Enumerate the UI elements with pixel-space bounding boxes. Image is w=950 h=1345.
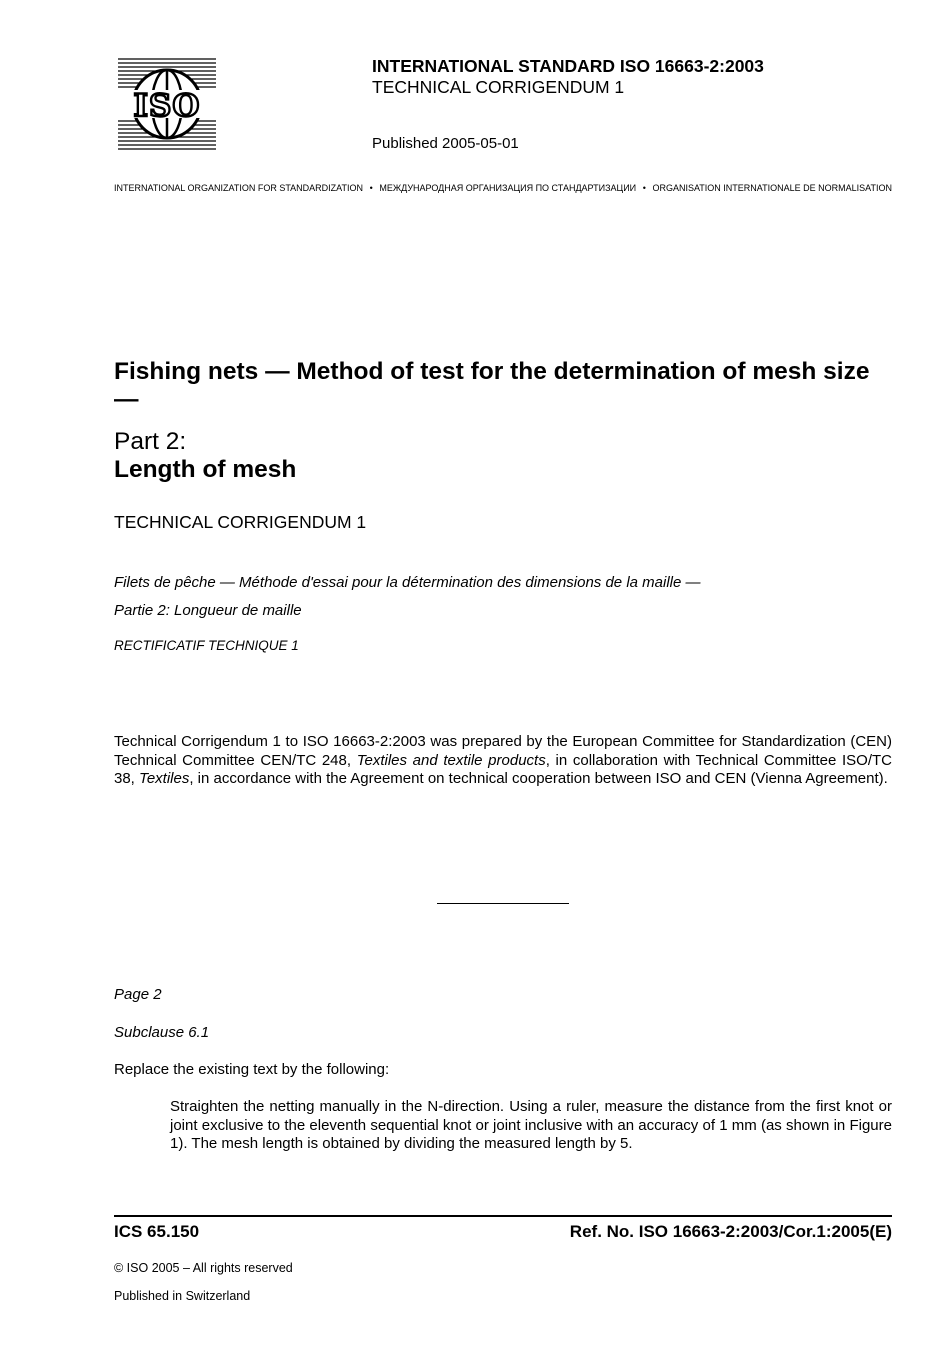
document-title: Fishing nets — Method of test for the determination of mesh size —	[114, 358, 870, 413]
publication-date: Published 2005-05-01	[372, 135, 519, 152]
french-corrigendum-label: RECTIFICATIF TECHNIQUE 1	[114, 638, 299, 653]
org-name-fr: ORGANISATION INTERNATIONALE DE NORMALISATION	[652, 183, 892, 193]
reference-number: Ref. No. ISO 16663-2:2003/Cor.1:2005(E)	[569, 1222, 892, 1241]
iso-logo	[118, 57, 216, 151]
replacement-text: Straighten the netting manually in the N-direction. Using a ruler, measure the distance from the first knot or joint exclusive to the eleventh sequential knot or joint inclusive with an accuracy of 1 mm (as shown in Figure 1). The mesh length is obtained by dividing the measured length by 5.	[170, 1098, 892, 1153]
header-corrigendum: TECHNICAL CORRIGENDUM 1	[372, 77, 625, 97]
published-in: Published in Switzerland	[114, 1289, 251, 1303]
org-name-en: INTERNATIONAL ORGANIZATION FOR STANDARDIZATION	[114, 183, 364, 193]
part-title: Length of mesh	[114, 456, 297, 483]
intro-italic-committee: Textiles and textile products	[356, 751, 546, 769]
section-divider	[437, 903, 569, 904]
organization-line	[114, 183, 892, 193]
footer-rule	[114, 1215, 892, 1217]
ics-code: ICS 65.150	[114, 1222, 200, 1241]
bullet-separator: •	[369, 183, 373, 193]
copyright-notice: © ISO 2005 – All rights reserved	[114, 1261, 293, 1275]
org-name-ru: МЕЖДУНАРОДНАЯ ОРГАНИЗАЦИЯ ПО СТАНДАРТИЗАЦИИ	[379, 183, 637, 193]
corrigendum-label: TECHNICAL CORRIGENDUM 1	[114, 512, 367, 532]
french-part-title: Partie 2: Longueur de maille	[114, 602, 302, 619]
part-label: Part 2:	[114, 428, 187, 455]
intro-italic-textiles: Textiles	[139, 770, 190, 788]
intro-paragraph	[114, 733, 892, 789]
intro-text: Technical Corrigendum 1 to ISO 16663-2:2003 was prepared by the European Committee for Standardization (CEN) Technical Committee CEN/TC 248,	[114, 733, 892, 769]
bullet-separator: •	[642, 183, 646, 193]
intro-text: , in accordance with the Agreement on technical cooperation between ISO and CEN (Vienna Agreement).	[189, 770, 888, 788]
iso-logo-text: ISO	[133, 88, 201, 124]
standard-title: INTERNATIONAL STANDARD ISO 16663-2:2003	[372, 56, 764, 76]
intro-text: , in collaboration with Technical Committee ISO/TC 38,	[114, 751, 892, 788]
subclause-reference: Subclause 6.1	[114, 1024, 210, 1041]
page-reference: Page 2	[114, 986, 162, 1003]
french-title: Filets de pêche — Méthode d'essai pour la détermination des dimensions de la maille —	[114, 574, 701, 591]
replace-instruction: Replace the existing text by the following:	[114, 1061, 390, 1078]
